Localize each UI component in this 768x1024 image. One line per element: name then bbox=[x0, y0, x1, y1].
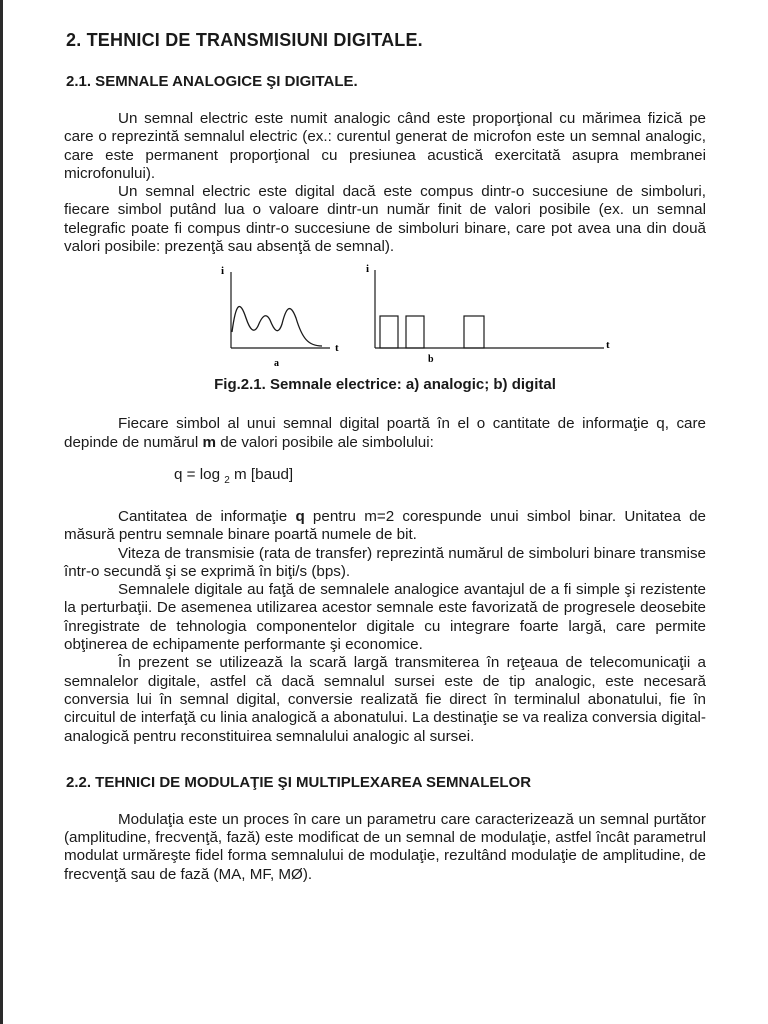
digital-pulse bbox=[380, 316, 398, 348]
formula-right: m [baud] bbox=[229, 465, 294, 483]
axis-label-t-a: t bbox=[335, 342, 339, 355]
label-b: b bbox=[428, 354, 434, 366]
figure-signals bbox=[64, 262, 706, 372]
digital-pulse bbox=[406, 316, 424, 348]
formula-left: q = log bbox=[174, 465, 221, 483]
section-heading-2-2: 2.2. TEHNICI DE MODULAŢIE ŞI MULTIPLEXAREA SEMNALELOR bbox=[66, 773, 532, 791]
section-heading-2-1: 2.1. SEMNALE ANALOGICE ŞI DIGITALE. bbox=[66, 73, 358, 90]
paragraph-advantages: Semnalele digitale au faţă de semnalele analogice avantajul de a fi simple şi rezistente la perturbaţii. De asemenea utilizarea acestor semnale este favorizată de progresele deosebite înregistrate de tehnologia componentelor digitale cu integrare foarte largă, care permite obţinerea de echipamente performante şi economice. bbox=[64, 581, 706, 654]
page-edge bbox=[0, 0, 3, 1024]
text-span: pentru m=2 corespunde unui simbol binar. Unitatea de măsură pentru semnale binare poartă numele de bit. bbox=[64, 508, 706, 544]
text-span: de valori posibile ale simbolului: bbox=[216, 433, 434, 451]
axis-label-i-b: i bbox=[366, 263, 370, 276]
bold-symbol-q: q bbox=[295, 508, 305, 525]
axis-label-t-b: t bbox=[606, 339, 610, 352]
formula-subscript: 2 bbox=[224, 475, 230, 486]
bold-symbol-m: m bbox=[202, 433, 216, 451]
paragraph-conversion: În prezent se utilizează la scară largă transmiterea în reţeaua de telecomunicaţii a semnalelor digitale, astfel că dacă semnalul sursei este de tip analogic, este necesară conversia lui în semnal digital, conversie realizată fie direct în terminalul abonatului, fie în circuitul de interfaţă cu linia analogică a abonatului. La destinaţie se va realiza conversia digital-analogică pentru reconstituirea semnalului analogic al sursei. bbox=[64, 654, 706, 745]
paragraph-digital: Un semnal electric este digital dacă este compus dintr-o succesiune de simboluri, fiecare simbol putând lua o valoare dintr-un număr finit de valori posibile (ex. un semnal telegrafic poate fi compus dintr-o succesiune de simboluri binare, care pot avea una din două valori posibile: prezenţă sau absenţă de semnal). bbox=[64, 183, 706, 256]
signals-diagram bbox=[212, 262, 612, 372]
text-span: Cantitatea de informaţie bbox=[118, 508, 296, 525]
digital-pulse bbox=[464, 316, 484, 348]
paragraph-modulation: Modulaţia este un proces în care un parametru care caracterizează un semnal purtător (amplitudine, frecvenţă, fază) este modificat de un semnal de modulaţie, astfel încât parametrul modulat urmăreşte fidel forma semnalului de modulaţie, rezultând modulaţie de amplitudine, de frecvenţă sau de fază (MA, MF, MØ). bbox=[64, 810, 706, 883]
chapter-heading: 2. TEHNICI DE TRANSMISIUNI DIGITALE. bbox=[66, 30, 423, 50]
paragraph-bit bbox=[64, 508, 706, 545]
analog-waveform bbox=[232, 307, 322, 347]
text-span: Fiecare simbol al unui semnal digital poartă în el o cantitate de informaţie q, care depinde de numărul bbox=[64, 415, 706, 451]
figure-caption: Fig.2.1. Semnale electrice: a) analogic; b) digital bbox=[214, 376, 556, 394]
paragraph-information bbox=[64, 415, 706, 452]
paragraph-speed: Viteza de transmisie (rata de transfer) reprezintă numărul de simboluri binare transmise într-o secundă şi se exprimă în biţi/s (bps). bbox=[64, 544, 706, 580]
paragraph-analog: Un semnal electric este numit analogic când este proporţional cu mărimea fizică pe care o reprezintă semnalul electric (ex.: curentul generat de microfon este un semnal analogic, care este permanent proporţional cu presiunea acustică exercitată asupra membranei microfonului). bbox=[64, 110, 706, 182]
axis-label-i-a: i bbox=[221, 265, 225, 278]
label-a: a bbox=[274, 358, 279, 370]
formula bbox=[174, 466, 706, 486]
